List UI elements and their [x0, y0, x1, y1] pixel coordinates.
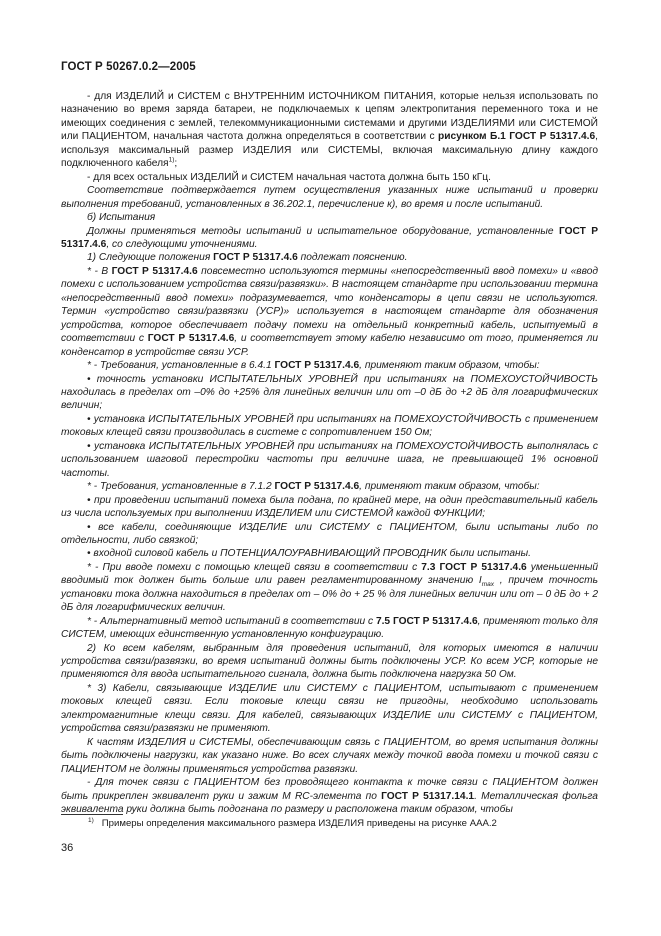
paragraph: б) Испытания — [87, 212, 156, 224]
paragraph: * - При вводе помехи с помощью клещей связи в соответствии с 7.3 ГОСТ Р 51317.4.6 уменьшенный вводимый ток должен быть больше или равен регламентированному значению $I_{max}$ , причем точность установки тока должна находиться в пределах от – 0% до + 25 % для линейных величин или от – 0 дБ до + 2 дБ для логарифмических величин. — [61, 561, 598, 614]
page-number: 36 — [61, 842, 74, 854]
paragraph: * - Требования, установленные в 6.4.1 ГОСТ Р 51317.4.6, применяют таким образом, чтобы: — [87, 360, 540, 372]
footnote-separator — [61, 814, 123, 815]
paragraph: - для ИЗДЕЛИЙ и СИСТЕМ с ВНУТРЕННИМ ИСТОЧНИКОМ ПИТАНИЯ, которые нельзя использовать по назначению во время заряда батареи, не подключаемых к цепям электропитания переменного тока и не имеющих соединения с землей, телекоммуникационными системами и другими ИЗДЕЛИЯМИ или СИСТЕМОЙ или ПАЦИЕНТОМ, начальная частота должна определяться в соответствии с рисунком Б.1 ГОСТ Р 51317.4.6, используя максимальный размер ИЗДЕЛИЯ или СИСТЕМЫ, включая максимальную длину каждого подключенного кабеля$^{1)}$; — [61, 91, 598, 170]
paragraph: 1) Следующие положения ГОСТ Р 51317.4.6 подлежат пояснению. — [87, 252, 408, 264]
paragraph: • при проведении испытаний помеха была подана, по крайней мере, на один представительный кабель из числа используемых при выполнении ИЗДЕЛИЕМ или СИСТЕМОЙ каждой ФУНКЦИИ; — [61, 494, 598, 520]
paragraph: * 3) Кабели, связывающие ИЗДЕЛИЕ или СИСТЕМУ с ПАЦИЕНТОМ, испытывают с применением токовых клещей связи. Если токовые клещи связи не пригодны, необходимо использовать электромагнитные клещи связи. Для кабелей, связывающих ИЗДЕЛИЕ или СИСТЕМУ с ПАЦИЕНТОМ, устройства связи/развязки не применяют. — [61, 682, 598, 735]
paragraph: • точность установки ИСПЫТАТЕЛЬНЫХ УРОВНЕЙ при испытаниях на ПОМЕХОУСТОЙЧИВОСТЬ находилась в пределах от –0% до +25% для линейных величин или от –0 дБ до +2 дБ для логарифмических величин; — [61, 373, 598, 412]
paragraph: - для всех остальных ИЗДЕЛИЙ и СИСТЕМ начальная частота должна быть 150 кГц. — [87, 171, 491, 183]
paragraph: * - Требования, установленные в 7.1.2 ГОСТ Р 51317.4.6, применяют таким образом, чтобы: — [87, 481, 540, 493]
paragraph: - Для точек связи с ПАЦИЕНТОМ без проводящего контакта к точке связи с ПАЦИЕНТОМ должен быть прикреплен эквивалент руки и зажим M RC-элемента по ГОСТ Р 51317.14.1. Металлическая фольга эквивалента руки должна быть подогнана по размеру и расположена таким образом, чтобы — [61, 777, 598, 816]
paragraph: * - В ГОСТ Р 51317.4.6 повсеместно используются термины «непосредственный ввод помехи» и «ввод помехи с использованием устройства связи/развязки». В настоящем стандарте при использовании термина «непосредственный ввод помехи» подразумевается, что конденсаторы в цепи связи не используются. Термин «устройство связи/развязки (УСР)» используется в настоящем стандарте для обозначения устройства, которое обеспечивает подачу помехи на отдельный конкретный кабель, испытуемый в соответствии с ГОСТ Р 51317.4.6, и соответствует этому кабелю независимо от того, применяется ли конденсатор в устройстве связи УСР. — [61, 265, 598, 358]
paragraph: Должны применяться методы испытаний и испытательное оборудование, установленные ГОСТ Р 51317.4.6, со следующими уточнениями. — [61, 225, 598, 250]
document-body — [61, 90, 598, 816]
document-header: ГОСТ Р 50267.0.2—2005 — [61, 61, 196, 73]
footnote — [88, 818, 608, 830]
paragraph: 2) Ко всем кабелям, выбранным для проведения испытаний, для которых имеются в наличии устройства связи/развязки, во время испытаний должны быть подключены УСР. Ко всем УСР, которые не применяются для ввода испытательного сигнала, должна быть подключена нагрузка 50 Ом. — [61, 642, 598, 681]
paragraph: • входной силовой кабель и ПОТЕНЦИАЛОУРАВНИВАЮЩИЙ ПРОВОДНИК были испытаны. — [87, 548, 531, 560]
paragraph: К частям ИЗДЕЛИЯ и СИСТЕМЫ, обеспечивающим связь с ПАЦИЕНТОМ, во время испытания должны быть подключены нагрузки, как указано ниже. Во всех случаях между точкой ввода помехи и точкой связи с ПАЦИЕНТОМ не должны применяться устройства развязки. — [61, 736, 598, 775]
paragraph: • установка ИСПЫТАТЕЛЬНЫХ УРОВНЕЙ при испытаниях на ПОМЕХОУСТОЙЧИВОСТЬ с применением токовых клещей связи производилась в системе с сопротивлением 150 Ом; — [61, 413, 598, 439]
paragraph: • установка ИСПЫТАТЕЛЬНЫХ УРОВНЕЙ при испытаниях на ПОМЕХОУСТОЙЧИВОСТЬ выполнялась с использованием шаговой перестройки частоты при величине шага, не превышающей 1% основной частоты. — [61, 440, 598, 479]
footnote-text: Примеры определения максимального размера ИЗДЕЛИЯ приведены на рисунке ААА.2 — [101, 818, 497, 829]
paragraph: • все кабели, соединяющие ИЗДЕЛИЕ или СИСТЕМУ с ПАЦИЕНТОМ, были испытаны либо по отдельности, либо связкой; — [61, 521, 598, 546]
footnote-marker: 1) — [88, 816, 94, 824]
paragraph: * - Альтернативный метод испытаний в соответствии с 7.5 ГОСТ Р 51317.4.6, применяют только для СИСТЕМ, имеющих единственную установленную конфигурацию. — [61, 615, 598, 641]
paragraph: Соответствие подтверждается путем осуществления указанных ниже испытаний и проверки выполнения требований, установленных в 36.202.1, перечисление к), во время и после испытаний. — [61, 185, 598, 210]
